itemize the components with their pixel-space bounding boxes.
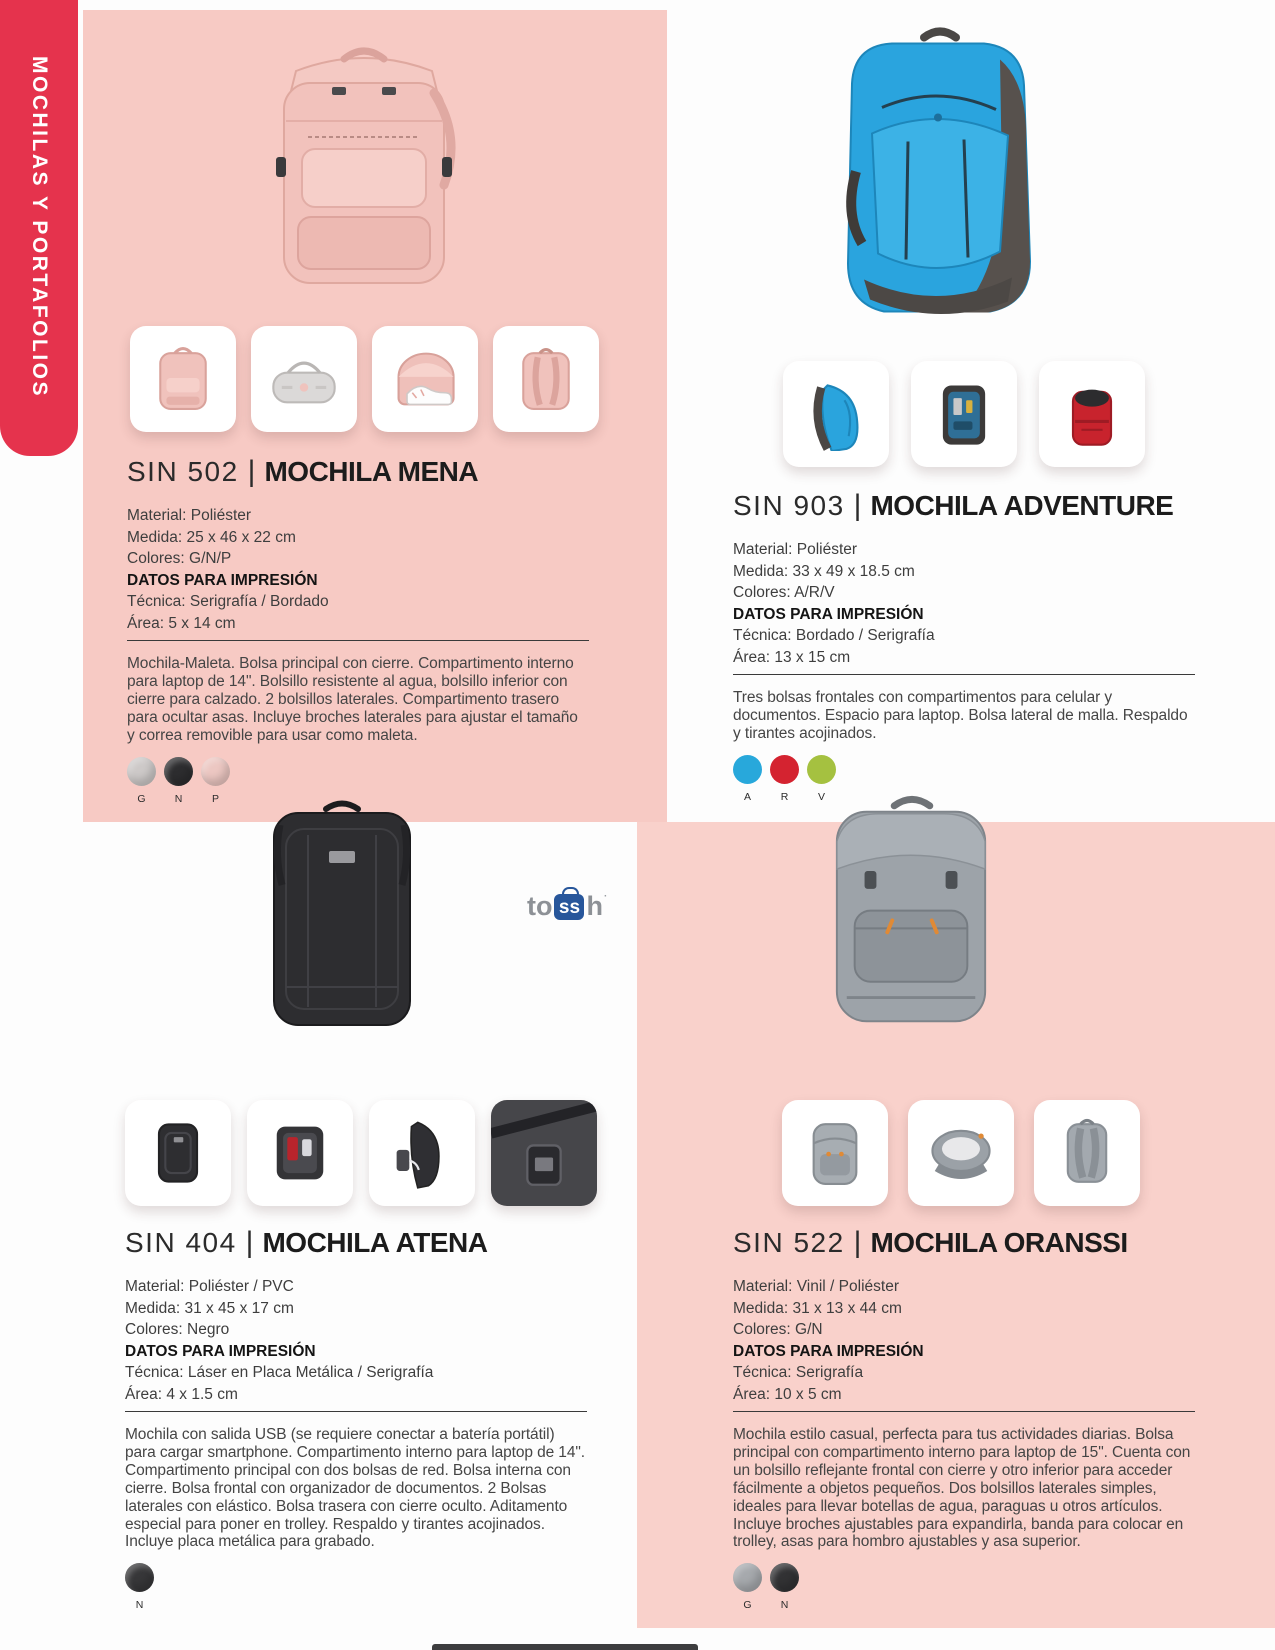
swatch: [733, 1563, 762, 1611]
swatch-letter: G: [743, 1599, 752, 1612]
thumbnail-atena-usb-side: [369, 1100, 475, 1206]
spec-datos-header: DATOS PARA IMPRESIÓN: [733, 1342, 924, 1360]
page-footer-bar: [432, 1644, 698, 1650]
swatch: [770, 1563, 799, 1611]
product-type: MOCHILA: [262, 1227, 390, 1258]
spec-material: Material: Poliéster: [127, 507, 252, 524]
thumbnail-mena-back: [493, 326, 599, 432]
product-description: Mochila-Maleta. Bolsa principal con cierre. Compartimento interno para laptop de 14". Bolsillo resistente al agua, bolsillo inferior con cierre para calzado. 2 bolsillos laterales. Compartimento trasero para ocultar asas. Incluye broches laterales para ajustar el tamaño y correa removible para usar como maleta.: [127, 655, 578, 744]
title-divider: |: [245, 1226, 254, 1259]
swatch-circle: [770, 755, 799, 784]
product-description: Mochila con salida USB (se requiere conectar a batería portátil) para cargar smartphone. Compartimento interno para laptop de 14". Compartimento principal con dos bolsas de red. Bolsa interna con cierre. Bolsa frontal con organizador de documentos. 2 Bolsas laterales con elástico. Bolsa trasera con cierre oculto. Aditamento especial para poner en trolley. Respaldo y tirantes acojinados. Incluye placa metálica para grabado.: [125, 1426, 585, 1551]
swatch: [127, 757, 156, 805]
color-swatches: [125, 1563, 587, 1611]
tossh-logo-post: h: [586, 890, 603, 921]
swatch-circle: [733, 1563, 762, 1592]
thumbnail-mena-front: [130, 326, 236, 432]
product-sku: SIN 502: [127, 456, 239, 487]
product-info-atena: [125, 1226, 587, 1611]
swatch-circle: [733, 755, 762, 784]
product-info-mena: [127, 455, 589, 805]
thumbnail-atena-usb-closeup: [491, 1100, 597, 1206]
spec-colores: Colores: Negro: [125, 1321, 230, 1338]
spec-medida: Medida: 31 x 45 x 17 cm: [125, 1299, 294, 1317]
spec-colores: Colores: G/N: [733, 1321, 823, 1338]
spec-material: Material: Vinil / Poliéster: [733, 1278, 899, 1295]
spec-tecnica: Técnica: Láser en Placa Metálica / Serigrafía: [125, 1364, 434, 1381]
swatch: [125, 1563, 154, 1611]
spec-area: Área: 5 x 14 cm: [127, 614, 236, 632]
spec-datos-header: DATOS PARA IMPRESIÓN: [125, 1342, 316, 1360]
spec-medida: Medida: 31 x 13 x 44 cm: [733, 1299, 902, 1317]
swatch-letter: G: [137, 792, 146, 805]
swatch-letter: R: [780, 790, 789, 803]
tossh-bag-icon: ss: [554, 894, 584, 920]
thumbnail-oranssi-back: [1034, 1100, 1140, 1206]
thumbnail-adventure-open: [911, 361, 1017, 467]
thumbnail-mena-shoe-pocket: [372, 326, 478, 432]
product-name: ORANSSI: [1003, 1227, 1128, 1258]
thumbnail-adventure-red-open: [1039, 361, 1145, 467]
spec-colores: Colores: G/N/P: [127, 550, 232, 567]
swatch: [164, 757, 193, 805]
spec-tecnica: Técnica: Bordado / Serigrafía: [733, 627, 935, 644]
product-info-oranssi: [733, 1226, 1195, 1611]
thumbnail-adventure-side: [783, 361, 889, 467]
divider-line: [733, 1411, 1195, 1412]
spec-medida: Medida: 25 x 46 x 22 cm: [127, 528, 296, 546]
swatch-letter: V: [817, 790, 825, 803]
product-name: ADVENTURE: [1003, 490, 1174, 521]
spec-area: Área: 4 x 1.5 cm: [125, 1385, 238, 1403]
thumbnail-row-atena: [125, 1100, 600, 1208]
product-description: Mochila estilo casual, perfecta para tus actividades diarias. Bolsa principal con compartimento interno para laptop de 15". Cuenta con un bolsillo reflejante frontal con cierre y otro inferior para acceder fácilmente a objetos pequeños. Dos bolsillos laterales simples, ideales para llevar botellas de agua, paraguas u otros artículos. Incluye broches ajustables para expandirla, banda para colocar en trolley, asas para hombro ajustables y asa superior.: [733, 1426, 1191, 1551]
spec-area: Área: 10 x 5 cm: [733, 1385, 842, 1403]
product-type: MOCHILA: [264, 456, 392, 487]
thumbnail-atena-front: [125, 1100, 231, 1206]
tossh-trademark-dot: ·: [603, 891, 608, 902]
product-photo-oranssi: [806, 790, 1018, 1045]
divider-line: [733, 674, 1195, 675]
product-sku: SIN 903: [733, 490, 845, 521]
category-tab: [0, 0, 78, 456]
thumbnail-mena-duffel: [251, 326, 357, 432]
tossh-logo-pre: to: [527, 890, 553, 921]
swatch: [201, 757, 230, 805]
product-title: [125, 1226, 587, 1260]
thumbnail-row-mena: [130, 326, 600, 434]
product-info-adventure: [733, 489, 1195, 803]
spec-medida: Medida: 33 x 49 x 18.5 cm: [733, 562, 915, 580]
swatch-letter: N: [135, 1599, 144, 1612]
title-divider: |: [853, 1226, 862, 1259]
swatch-letter: N: [780, 1599, 789, 1612]
product-description: Tres bolsas frontales con compartimentos para celular y documentos. Espacio para laptop. Bolsa lateral de malla. Respaldo y tirantes acojinados.: [733, 689, 1188, 742]
tossh-logo: [527, 892, 607, 920]
thumbnail-atena-open: [247, 1100, 353, 1206]
swatch-circle: [125, 1563, 154, 1592]
product-name: MENA: [397, 456, 479, 487]
thumbnail-row-oranssi: [782, 1100, 1142, 1208]
swatch-circle: [201, 757, 230, 786]
swatch: [733, 755, 762, 803]
divider-line: [127, 640, 589, 641]
swatch-letter: P: [211, 792, 219, 805]
swatch-letter: N: [174, 792, 183, 805]
product-photo-atena: [256, 795, 428, 1037]
color-swatches: [733, 1563, 1195, 1611]
title-divider: |: [247, 455, 256, 488]
product-type: MOCHILA: [870, 1227, 998, 1258]
spec-datos-header: DATOS PARA IMPRESIÓN: [733, 605, 924, 623]
divider-line: [125, 1411, 587, 1412]
category-label: MOCHILAS Y PORTAFOLIOS: [28, 56, 51, 399]
mena-illustration: [258, 28, 470, 302]
swatch-circle: [164, 757, 193, 786]
product-name: ATENA: [395, 1227, 488, 1258]
adventure-illustration: [812, 20, 1064, 335]
thumbnail-row-adventure: [783, 361, 1148, 469]
product-sku: SIN 404: [125, 1227, 237, 1258]
thumbnail-oranssi-front: [782, 1100, 888, 1206]
atena-illustration: [256, 795, 428, 1037]
product-photo-adventure: [812, 20, 1064, 335]
product-title: [733, 1226, 1195, 1260]
spec-tecnica: Técnica: Serigrafía: [733, 1364, 864, 1381]
product-type: MOCHILA: [870, 490, 998, 521]
spec-material: Material: Poliéster / PVC: [125, 1278, 294, 1295]
swatch-circle: [807, 755, 836, 784]
product-sku: SIN 522: [733, 1227, 845, 1258]
product-title: [733, 489, 1195, 523]
spec-tecnica: Técnica: Serigrafía / Bordado: [127, 593, 329, 610]
spec-datos-header: DATOS PARA IMPRESIÓN: [127, 571, 318, 589]
title-divider: |: [853, 489, 862, 522]
spec-colores: Colores: A/R/V: [733, 584, 835, 601]
swatch-circle: [127, 757, 156, 786]
product-title: [127, 455, 589, 489]
oranssi-illustration: [806, 790, 1018, 1045]
spec-area: Área: 13 x 15 cm: [733, 648, 851, 666]
swatch-letter: A: [743, 790, 751, 803]
product-photo-mena: [258, 28, 470, 302]
thumbnail-oranssi-open-top: [908, 1100, 1014, 1206]
swatch-circle: [770, 1563, 799, 1592]
swatch: [770, 755, 799, 803]
spec-material: Material: Poliéster: [733, 541, 858, 558]
